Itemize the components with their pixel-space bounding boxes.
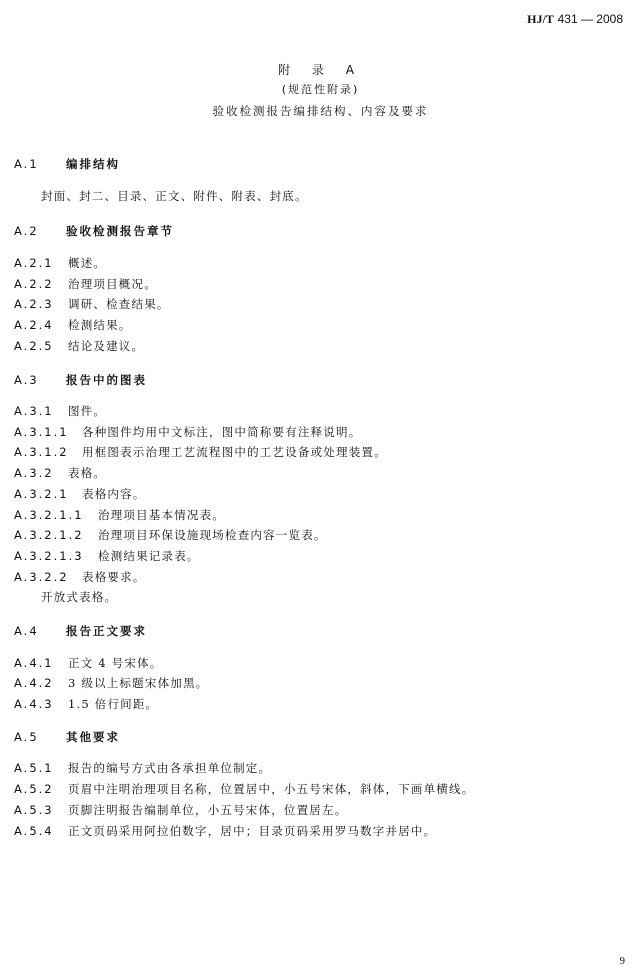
section-heading [14,372,147,388]
clause-number: A.3.1.1 [14,425,69,439]
clause-text: 检测结果。 [68,318,132,332]
body-paragraph [41,589,117,605]
clause-item [14,675,208,691]
appendix-heading: 验收检测报告编排结构、内容及要求 [212,104,429,118]
clause-text: 1.5 倍行间距。 [68,697,159,711]
clause-number: A.3.2.1.3 [14,549,84,563]
clause-number: A.2.2 [14,277,54,291]
clause-number: A.5.2 [14,782,54,796]
section-title: 报告中的图表 [66,373,147,387]
clause-number: A.5.3 [14,803,54,817]
clause-item [14,527,327,543]
clause-item [14,802,347,818]
clause-number: A.2.1 [14,256,54,270]
clause-number: A.3.2 [14,466,54,480]
section-title: 其他要求 [66,730,120,744]
clause-item [14,317,132,333]
clause-number: A.5 [14,730,39,744]
clause-item [14,548,200,564]
clause-text: 正文 4 号宋体。 [68,656,163,670]
body-paragraph [41,188,308,204]
standard-number: 431 — 2008 [557,12,623,26]
clause-number: A.1 [14,157,39,171]
clause-text: 概述。 [68,256,107,270]
clause-item [14,338,144,354]
clause-number: A.3.2.1.1 [14,508,84,522]
clause-number: A.3.1 [14,404,54,418]
clause-number: A.3.2.1.2 [14,528,84,542]
section-heading [14,729,120,745]
clause-number: A.5.4 [14,824,54,838]
clause-number: A.3.2.2 [14,570,69,584]
clause-item [14,424,361,440]
appendix-title: 附 录 A [278,63,363,77]
clause-text: 图件。 [68,404,107,418]
clause-number: A.4.2 [14,676,54,690]
section-title: 编排结构 [66,157,120,171]
clause-item [14,696,158,712]
clause-number: A.2.5 [14,339,54,353]
clause-item [14,507,225,523]
appendix-type: (规范性附录) [281,83,360,96]
clause-text: 用框图表示治理工艺流程图中的工艺设备或处理装置。 [82,445,387,459]
clause-item [14,465,106,481]
section-title: 验收检测报告章节 [66,224,174,238]
clause-number: A.4 [14,624,39,638]
clause-number: A.4.3 [14,697,54,711]
clause-text: 检测结果记录表。 [98,549,200,563]
clause-number: A.2.3 [14,297,54,311]
clause-number: A.3 [14,373,39,387]
section-heading [14,623,147,639]
clause-text: 页脚注明报告编制单位，小五号宋体，位置居左。 [68,803,348,817]
clause-item [14,569,146,585]
clause-text: 表格。 [68,466,107,480]
clause-text: 治理项目基本情况表。 [98,508,225,522]
clause-text: 报告的编号方式由各承担单位制定。 [68,761,272,775]
clause-item [14,444,387,460]
clause-number: A.4.1 [14,656,54,670]
standard-code: HJ/T [527,12,554,26]
appendix-title-block [0,60,641,122]
clause-text: 封面、封二、目录、正文、附件、附表、封底。 [41,189,308,203]
clause-item [14,655,162,671]
clause-text: 表格内容。 [82,487,146,501]
clause-text: 正文页码采用阿拉伯数字，居中；目录页码采用罗马数字并居中。 [68,824,437,838]
clause-number: A.5.1 [14,761,54,775]
clause-text: 结论及建议。 [68,339,145,353]
clause-text: 开放式表格。 [41,590,118,604]
clause-text: 各种图件均用中文标注，图中简称要有注释说明。 [82,425,362,439]
section-title: 报告正文要求 [66,624,147,638]
clause-text: 表格要求。 [82,570,146,584]
clause-text: 3 级以上标题宋体加黑。 [68,676,209,690]
clause-text: 页眉中注明治理项目名称，位置居中，小五号宋体，斜体，下画单横线。 [68,782,475,796]
clause-item [14,760,271,776]
clause-number: A.3.1.2 [14,445,69,459]
clause-item [14,403,106,419]
running-header [527,12,623,27]
clause-item [14,781,474,797]
page-number: 9 [619,955,625,967]
clause-number: A.2.4 [14,318,54,332]
clause-item [14,823,436,839]
clause-item [14,296,170,312]
clause-item [14,486,146,502]
clause-number: A.3.2.1 [14,487,69,501]
section-heading [14,223,174,239]
clause-text: 调研、检查结果。 [68,297,170,311]
clause-item [14,255,106,271]
clause-item [14,276,157,292]
section-heading [14,156,120,172]
clause-text: 治理项目概况。 [68,277,157,291]
clause-number: A.2 [14,224,39,238]
clause-text: 治理项目环保设施现场检查内容一览表。 [98,528,327,542]
